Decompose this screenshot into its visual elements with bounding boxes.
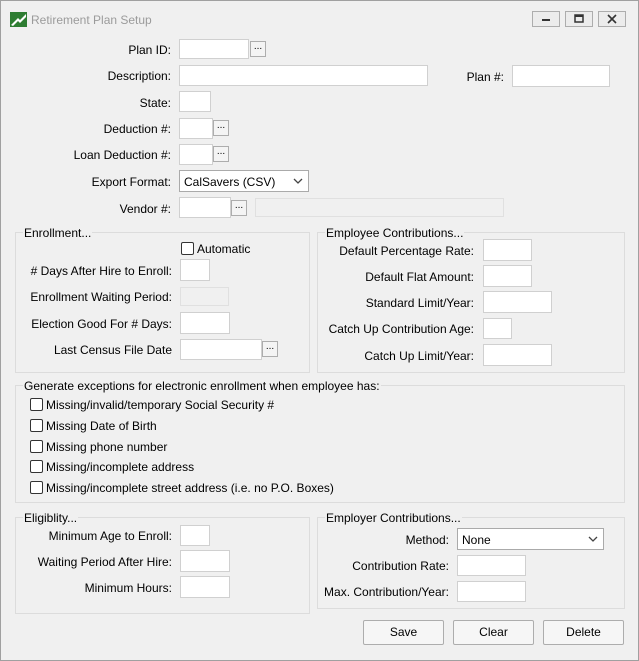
last-census-date-picker-button[interactable]: ... — [262, 341, 278, 357]
contribution-rate-label: Contribution Rate: — [352, 559, 449, 573]
catch-up-age-label: Catch Up Contribution Age: — [328, 322, 474, 336]
close-button[interactable] — [598, 11, 626, 27]
eligibility-group-title: Eligiblity... — [24, 511, 78, 525]
deduction-input[interactable] — [179, 118, 213, 139]
description-input[interactable] — [179, 65, 428, 86]
exception-checkbox-dob[interactable] — [30, 419, 43, 432]
automatic-label: Automatic — [197, 242, 251, 256]
close-icon — [599, 12, 625, 26]
automatic-checkbox[interactable] — [181, 242, 194, 255]
plan-id-lookup-button[interactable]: ... — [250, 41, 266, 57]
exception-label-address: Missing/incomplete address — [46, 460, 195, 474]
min-hours-label: Minimum Hours: — [84, 581, 172, 595]
default-flat-amount-input[interactable] — [483, 265, 532, 287]
waiting-period-after-hire-input[interactable] — [180, 550, 230, 572]
plan-number-input[interactable] — [512, 65, 610, 87]
loan-deduction-label: Loan Deduction #: — [73, 148, 171, 162]
window-title: Retirement Plan Setup — [31, 13, 152, 27]
deduction-lookup-button[interactable]: ... — [213, 120, 229, 136]
chevron-down-icon — [588, 536, 598, 543]
loan-deduction-lookup-button[interactable]: ... — [213, 146, 229, 162]
state-input[interactable] — [179, 91, 211, 112]
vendor-label: Vendor #: — [119, 202, 171, 216]
max-contribution-label: Max. Contribution/Year: — [324, 585, 449, 599]
clear-button[interactable]: Clear — [453, 620, 534, 645]
waiting-period-after-hire-label: Waiting Period After Hire: — [37, 555, 172, 569]
catch-up-limit-label: Catch Up Limit/Year: — [364, 349, 474, 363]
export-format-select[interactable] — [179, 170, 309, 192]
state-label: State: — [139, 96, 171, 110]
standard-limit-input[interactable] — [483, 291, 552, 313]
vendor-name-display — [255, 198, 504, 217]
exception-label-ssn: Missing/invalid/temporary Social Security # — [46, 398, 275, 412]
maximize-icon — [566, 12, 592, 26]
last-census-label: Last Census File Date — [53, 343, 172, 357]
exception-label-dob: Missing Date of Birth — [46, 419, 157, 433]
employee-contributions-group-title: Employee Contributions... — [326, 226, 464, 240]
exception-label-phone: Missing phone number — [46, 440, 168, 454]
delete-button[interactable]: Delete — [543, 620, 624, 645]
exception-checkbox-street-address[interactable] — [30, 481, 43, 494]
last-census-input[interactable] — [180, 339, 262, 360]
exceptions-group-title: Generate exceptions for electronic enrollment when employee has: — [24, 379, 380, 393]
deduction-label: Deduction #: — [103, 122, 171, 136]
app-logo-icon — [10, 12, 27, 27]
minimize-icon — [533, 12, 559, 26]
export-format-value: CalSavers (CSV) — [184, 175, 276, 189]
plan-id-label: Plan ID: — [128, 43, 171, 57]
maximize-button[interactable] — [565, 11, 593, 27]
title-bar — [1, 1, 638, 37]
min-age-input[interactable] — [180, 525, 210, 546]
method-select[interactable] — [457, 528, 604, 550]
enrollment-group-title: Enrollment... — [24, 226, 92, 240]
default-percentage-label: Default Percentage Rate: — [339, 244, 474, 258]
enrollment-waiting-period-label: Enrollment Waiting Period: — [30, 290, 172, 304]
description-label: Description: — [107, 69, 171, 83]
chevron-down-icon — [293, 178, 303, 185]
contribution-rate-input[interactable] — [457, 555, 526, 576]
days-after-hire-input[interactable] — [180, 259, 210, 281]
days-after-hire-label: # Days After Hire to Enroll: — [30, 264, 172, 278]
min-age-label: Minimum Age to Enroll: — [48, 529, 172, 543]
vendor-input[interactable] — [179, 197, 231, 218]
max-contribution-input[interactable] — [457, 581, 526, 602]
save-button[interactable]: Save — [363, 620, 444, 645]
loan-deduction-input[interactable] — [179, 144, 213, 165]
min-hours-input[interactable] — [180, 576, 230, 598]
election-good-input[interactable] — [180, 312, 230, 334]
employer-contributions-group-title: Employer Contributions... — [326, 511, 461, 525]
minimize-button[interactable] — [532, 11, 560, 27]
method-label: Method: — [405, 533, 449, 547]
default-flat-amount-label: Default Flat Amount: — [365, 270, 474, 284]
catch-up-age-input[interactable] — [483, 318, 512, 339]
standard-limit-label: Standard Limit/Year: — [365, 296, 474, 310]
method-value: None — [462, 533, 491, 547]
default-percentage-input[interactable] — [483, 239, 532, 261]
plan-id-input[interactable] — [179, 39, 249, 59]
exception-checkbox-ssn[interactable] — [30, 398, 43, 411]
election-good-label: Election Good For # Days: — [31, 317, 172, 331]
plan-number-label: Plan #: — [466, 70, 504, 84]
export-format-label: Export Format: — [91, 175, 171, 189]
enrollment-waiting-period-display — [180, 287, 229, 306]
vendor-lookup-button[interactable]: ... — [231, 200, 247, 216]
exception-checkbox-phone[interactable] — [30, 440, 43, 453]
exception-label-street-address: Missing/incomplete street address (i.e. no P.O. Boxes) — [46, 481, 334, 495]
exception-checkbox-address[interactable] — [30, 460, 43, 473]
catch-up-limit-input[interactable] — [483, 344, 552, 366]
